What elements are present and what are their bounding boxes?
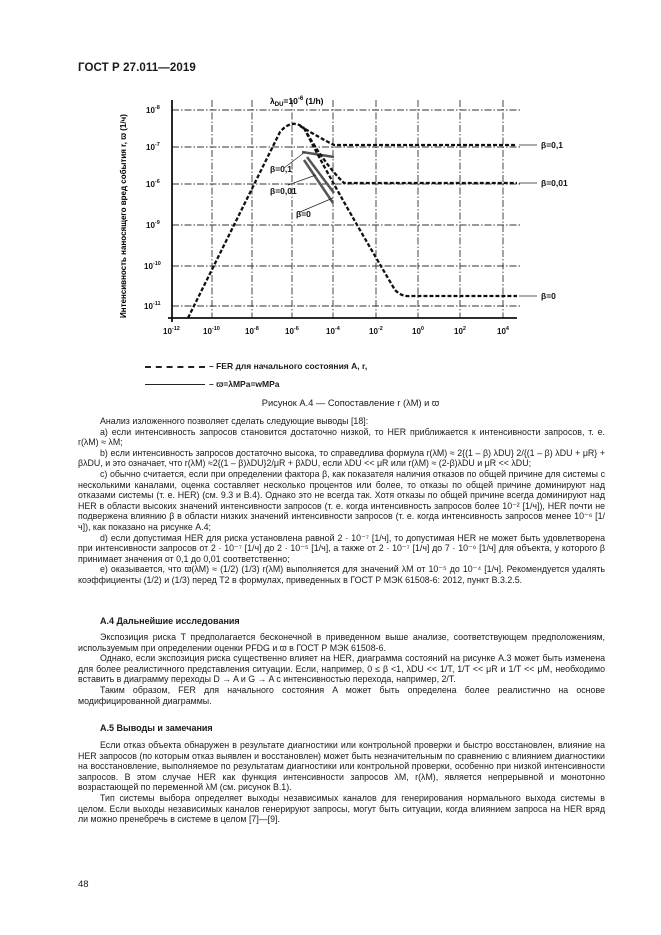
- svg-text:10-4: $10^{-4}$: [326, 326, 340, 336]
- svg-text:10-10: $10^{-10}$: [144, 261, 161, 271]
- section-a5-body: [78, 740, 605, 825]
- svg-text:10-12: $10^{-12}$: [163, 326, 180, 336]
- legend-item-omega: – ϖ=λMPa=wMPa: [145, 379, 280, 389]
- a4-paragraph-3: Таким образом, FER для начального состояния A может быть определена более реалистично на основе модифицированной диаграммы.: [78, 684, 605, 706]
- svg-text:10-8: $10^{-8}$: [146, 105, 160, 115]
- item-c: c) обычно считается, если при определении фактора β, как показателя наличия отказов по общей причине для системы с несколькими каналами, оценка составляет несколько процентов или более, то отказы по общей причине доминируют над отказами системы (т. е. HER) (см. 9.3 и B.4). Однако это не всегда так. Хотя отказы по общей причине всегда доминируют над HER в области высоких значений интенсивности запросов (т. е. когда интенсивность запросов более 10⁻² [1/ч]), HER почти не подвержена влиянию β в области низких значений интенсивности запросов (т. е. когда интенсивность запросов менее 10⁻⁶ [1/ч]), как показано на рисунке A.4;: [78, 468, 605, 532]
- item-a: a) если интенсивность запросов становится достаточно низкой, то HER приближается к интенсивности запросов, т. е. r(λM) ≈ λM;: [78, 426, 605, 448]
- grid-vertical: [212, 100, 503, 318]
- a5-paragraph-2: Тип системы выбора определяет выходы независимых каналов для генерирования нормального выхода системы в целом. Если выходы независимых каналов генерируют запросы, могут быть ситуации, когда влиянием запроса на HER вряд ли можно пренебречь в системе в целом [7]—[9].: [78, 792, 605, 825]
- a4-paragraph-1: Экспозиция риска T предполагается бесконечной в приведенном выше анализе, соответствующем предположениям, используемым при определении оценки PFDG и ϖ в ГОСТ Р МЭК 61508-6.: [78, 632, 605, 653]
- svg-text:10-7: $10^{-7}$: [146, 142, 160, 152]
- chart-title: $\lambda_{DU}=10^{-6}$ (1/h): [270, 96, 324, 108]
- conclusions-block: [78, 416, 605, 586]
- section-a5-title: A.5 Выводы и замечания: [100, 723, 213, 733]
- legend-item-fer: – FER для начального состояния A, r,: [145, 361, 367, 371]
- grid-horizontal: [172, 110, 520, 306]
- document-header: ГОСТ Р 27.011—2019: [78, 62, 196, 74]
- beta-label-0-1: β=0,1: [270, 164, 292, 174]
- svg-text:10-6: $10^{-6}$: [146, 179, 160, 189]
- fer-series: [188, 124, 517, 318]
- item-d: d) если допустимая HER для риска установлена равной 2 · 10⁻⁷ [1/ч], то допустимая HER не может быть удовлетворена при интенсивности запросов от 2 · 10⁻⁷ [1/ч] до 2 · 10⁻⁵ [1/ч], а также от 2 · 10⁻⁷ [1/ч] до 7 · 10⁻⁶ [1/ч] для объекта, у которого β принимает значения от 0,1 до 0,01 соответственно;: [78, 532, 605, 564]
- beta-right-0-1: β=0,1: [541, 140, 563, 150]
- svg-text:10-10: $10^{-10}$: [203, 326, 220, 336]
- svg-text:10-2: $10^{-2}$: [369, 326, 383, 336]
- solid-line-swatch: [145, 384, 205, 385]
- item-e: e) оказывается, что ϖ(λM) ≈ (1/2) (1/3) r(λM) выполняется для значений λM от 10⁻⁵ до 10⁻⁴ [1/ч]. Рекомендуется удалять коэффициенты (1/2) и (1/3) перед T2 в формулах, приведенных в ГОСТ Р МЭК 61508-6: 2012, пункт B.3.2.5.: [78, 564, 605, 585]
- a5-paragraph-1: Если отказ объекта обнаружен в результате диагностики или контрольной проверки и быстро восстановлен, влияние на HER запросов (по которым отказ выявлен и восстановлен) может быть незначительным по сравнению с влиянием диагностики на восстановление, выполняемое по результатам диагностики или контрольной проверки, особенно при низкой интенсивности запросов. В этом случае HER как функция интенсивности запросов λM, r(λM), является непрерывной и монотонно возрастающей по переменной λM (см. рисунок B.1).: [78, 740, 605, 793]
- a4-paragraph-2: Однако, если экспозиция риска существенно влияет на HER, диаграмма состояний на рисунке A.3 может быть изменена для более реалистичного представления ситуации. Если, например, 0 ≤ β <1, λDU << 1/T, 1/T << μR и 1/T << μM, необходимо вставить в диаграмму переходы D → A и G → A с интенсивностью перехода, например, 2/T.: [78, 653, 605, 685]
- section-a4-title: A.4 Дальнейшие исследования: [100, 616, 240, 626]
- beta-right-0: β=0: [541, 291, 556, 301]
- svg-text:10-9: $10^{-9}$: [146, 220, 160, 230]
- y-axis-label: Интенсивность наносящего вред события r, ϖ (1/ч): [119, 114, 128, 318]
- x-tick-labels: [163, 326, 510, 336]
- beta-label-0-01: β=0,01: [270, 186, 297, 196]
- svg-text:10-11: $10^{-11}$: [144, 301, 161, 311]
- svg-text:10-8: $10^{-8}$: [245, 326, 259, 336]
- dashed-line-swatch: [145, 366, 205, 368]
- svg-text:104: $10^4$: [497, 326, 509, 336]
- item-b: b) если интенсивность запросов достаточно высока, то справедлива формула r(λM) ≈ 2{(1 – β) λDU} 2/{(1 – β) λDU + μR} + βλDU, и это означает, что r(λM) ≈2{(1 – β)λDU}2/μR + βλDU, если λDU << μR или r(λM) ≈ (2-β)λDU и μR << λDU;: [78, 447, 605, 469]
- svg-text:100: $10^0$: [412, 326, 424, 336]
- chart-figure: [0, 0, 661, 360]
- section-a4-body: [78, 632, 605, 706]
- beta-label-0: β=0: [296, 209, 311, 219]
- intro-paragraph: Анализ изложенного позволяет сделать следующие выводы [18]:: [100, 416, 369, 426]
- y-tick-labels: [144, 105, 161, 311]
- svg-text:102: $10^2$: [454, 326, 466, 336]
- svg-text:10-6: $10^{-6}$: [285, 326, 299, 336]
- beta-right-0-01: β=0,01: [541, 178, 568, 188]
- figure-caption: Рисунок А.4 — Сопоставление r (λM) и ϖ: [261, 398, 440, 408]
- page-number: 48: [78, 879, 89, 890]
